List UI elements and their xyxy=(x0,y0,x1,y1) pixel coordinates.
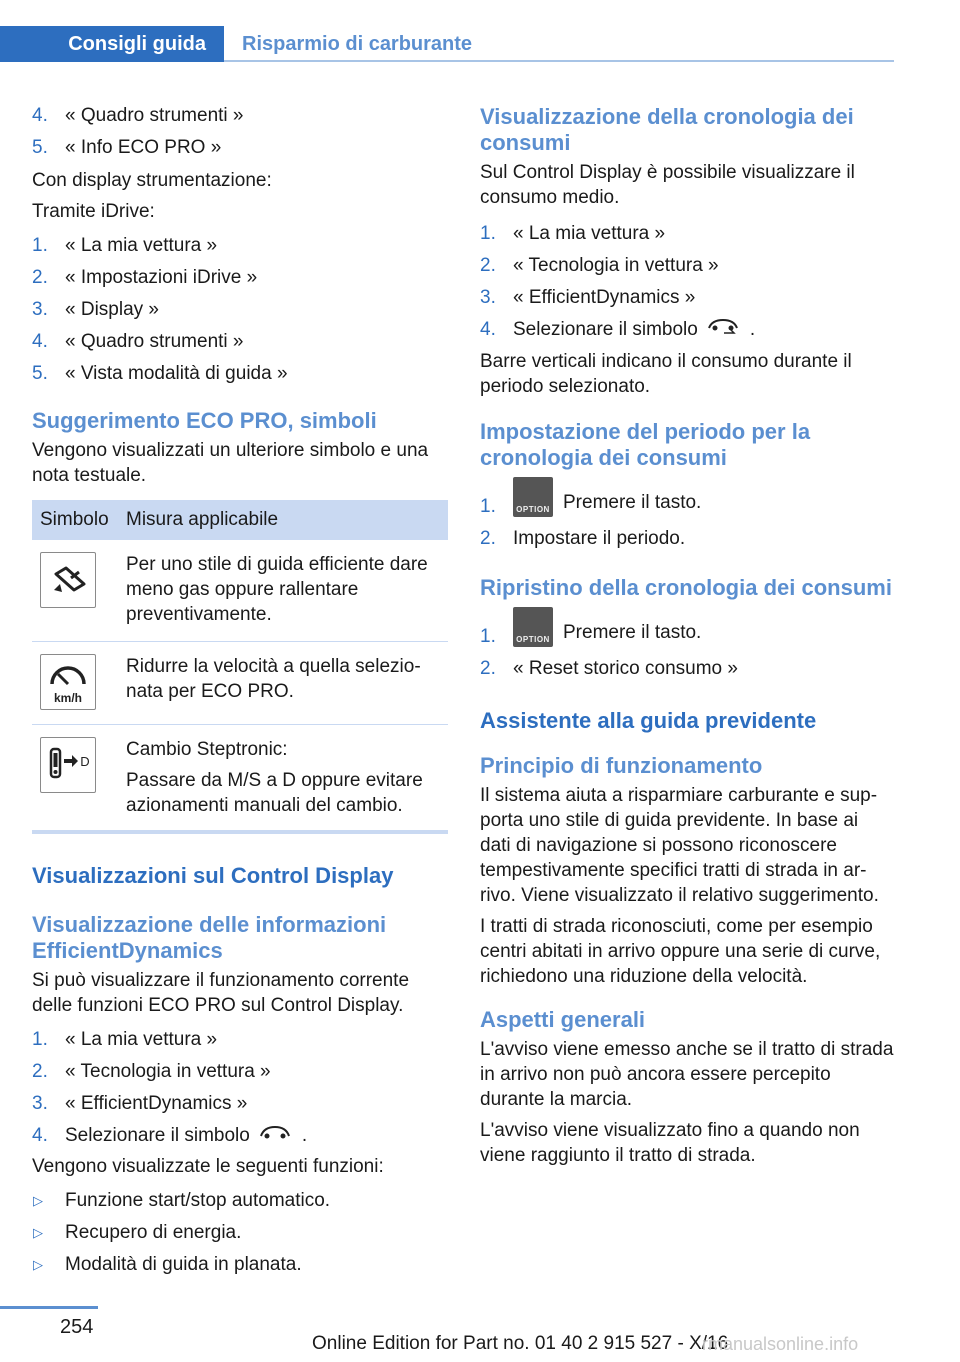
list-item: 1. « La mia vettura » xyxy=(32,1029,218,1050)
table-row xyxy=(32,725,448,833)
speedometer-kmh-icon xyxy=(40,654,96,710)
list-item: 1. « La mia vettura » xyxy=(32,235,218,256)
para-idrive: Tramite iDrive: xyxy=(32,201,155,222)
table-row xyxy=(32,642,448,725)
table-row xyxy=(32,540,448,642)
measure-text: Cambio Steptronic: xyxy=(126,739,288,760)
para-history: Sul Control Display è possibile visualizzare il consumo medio. xyxy=(480,162,855,208)
list-period xyxy=(480,483,894,555)
header-bar xyxy=(0,26,894,62)
heading-history: Visualizzazione della cronologia dei consumi xyxy=(480,104,854,155)
col-header-measure: Misura applicabile xyxy=(118,500,448,540)
list-item: 2. « Tecnologia in vettura » xyxy=(32,1061,271,1082)
function-bullets xyxy=(32,1185,448,1281)
list-item: 3. « Display » xyxy=(32,299,159,320)
measure-text: Per uno stile di guida efficiente dare meno gas oppure rallentare preventivamente. xyxy=(118,540,448,642)
symbols-table xyxy=(32,500,448,834)
table-header xyxy=(32,500,448,540)
heading-period: Impostazione del periodo per la cronologia dei consumi xyxy=(480,419,811,470)
list-history xyxy=(480,218,894,346)
para-functions: Vengono visualizzate le seguenti funzioni: xyxy=(32,1156,384,1177)
list-item: 1. OPTION Premere il tasto. xyxy=(480,613,894,653)
para-display: Con display strumentazione: xyxy=(32,170,272,191)
list-item: 2. « Tecnologia in vettura » xyxy=(480,255,719,276)
list-item: 1. OPTION Premere il tasto. xyxy=(480,483,894,523)
heading-reset: Ripristino della cronologia dei consumi xyxy=(480,575,892,601)
list-idrive xyxy=(32,230,448,390)
page-number: 254 xyxy=(60,1316,94,1338)
para-efficient: Si può visualizzare il funzionamento corrente delle funzioni ECO PRO sul Control Display. xyxy=(32,970,410,1016)
measure-text: Ridurre la velocità a quella selezionata per ECO PRO. xyxy=(118,642,448,725)
list-item: ▷ Funzione start/stop automatico. xyxy=(33,1190,331,1211)
accelerator-pedal-icon xyxy=(40,552,96,608)
list-item: 5. « Info ECO PRO » xyxy=(32,137,222,158)
list-item: 4. « Quadro strumenti » xyxy=(32,105,244,126)
para-general-1: L'avviso viene emesso anche se il tratto di strada in arrivo non può ancora essere percepito durante la marcia. xyxy=(480,1039,894,1111)
para-principle-2: I tratti di strada riconosciuti, come per esempio centri abitati in arrivo oppure una serie di curve, richiedono una riduzione della velocità. xyxy=(480,916,881,988)
heading-control-display: Visualizzazioni sul Control Display xyxy=(32,863,394,888)
list-item: ▷ Modalità di guida in planata. xyxy=(33,1254,302,1275)
list-item: 2. « Reset storico consumo » xyxy=(480,658,738,680)
list-item: 4. « Quadro strumenti » xyxy=(32,331,244,352)
list-reset xyxy=(480,613,894,685)
list-item: 2. « Impostazioni iDrive » xyxy=(32,267,258,288)
list-item: 4. Selezionare il simbolo . xyxy=(480,314,894,346)
list-item: 1. « La mia vettura » xyxy=(480,223,666,244)
list-item: 5. « Vista modalità di guida » xyxy=(32,363,288,384)
heading-assistant: Assistente alla guida previdente xyxy=(480,708,817,734)
heading-efficient: Visualizzazione delle informazioni EfficientDynamics xyxy=(32,912,387,963)
list-item: 3. « EfficientDynamics » xyxy=(32,1093,248,1114)
gear-selector-d-icon xyxy=(40,737,96,793)
para-symbols: Vengono visualizzati un ulteriore simbolo e una nota testuale. xyxy=(32,440,429,486)
option-button-icon[interactable]: OPTION xyxy=(513,477,553,517)
edition-text: Online Edition for Part no. 01 40 2 915 527 - X/16 xyxy=(312,1333,729,1354)
list-item: 3. « EfficientDynamics » xyxy=(480,287,696,308)
right-column xyxy=(480,100,894,1174)
para-bars: Barre verticali indicano il consumo durante il periodo selezionato. xyxy=(480,351,852,397)
list-item: 2. Impostare il periodo. xyxy=(480,528,686,550)
left-column xyxy=(32,100,448,1281)
list-item: 4. Selezionare il simbolo . xyxy=(32,1120,448,1152)
watermark: rmanualsonline.info xyxy=(702,1334,859,1354)
car-efficiency-icon xyxy=(258,1122,292,1142)
tab-risparmio-carburante[interactable]: Risparmio di carburante xyxy=(242,32,473,55)
col-header-symbol: Simbolo xyxy=(32,500,118,540)
para-general-2: L'avviso viene visualizzato fino a quando non viene raggiunto il tratto di strada. xyxy=(480,1120,860,1167)
measure-text-2: Passare da M/S a D oppure evitare azionamenti manuali del cambio. xyxy=(126,770,423,816)
option-button-icon[interactable]: OPTION xyxy=(513,607,553,647)
para-principle-1: Il sistema aiuta a risparmiare carburante e supporta uno stile di guida previdente. In base ai dati di navigazione si possono riconoscere tempestivamente specifici tratti di strada in arrivo. Viene visualizzato il relativo suggerimento. xyxy=(480,785,879,907)
list-item: ▷ Recupero di energia. xyxy=(33,1222,242,1243)
list-efficient xyxy=(32,1024,448,1152)
gear-d-label: D xyxy=(80,754,90,769)
consumption-history-icon xyxy=(706,316,740,336)
footer-rule xyxy=(0,1306,98,1309)
tab-consigli-guida[interactable]: Consigli guida xyxy=(0,26,224,62)
heading-principle: Principio di funzionamento xyxy=(480,753,763,779)
heading-general: Aspetti generali xyxy=(480,1007,646,1033)
speedometer-label: km/h xyxy=(53,691,83,705)
heading-symbols: Suggerimento ECO PRO, simboli xyxy=(32,408,377,433)
list-top xyxy=(32,100,448,164)
